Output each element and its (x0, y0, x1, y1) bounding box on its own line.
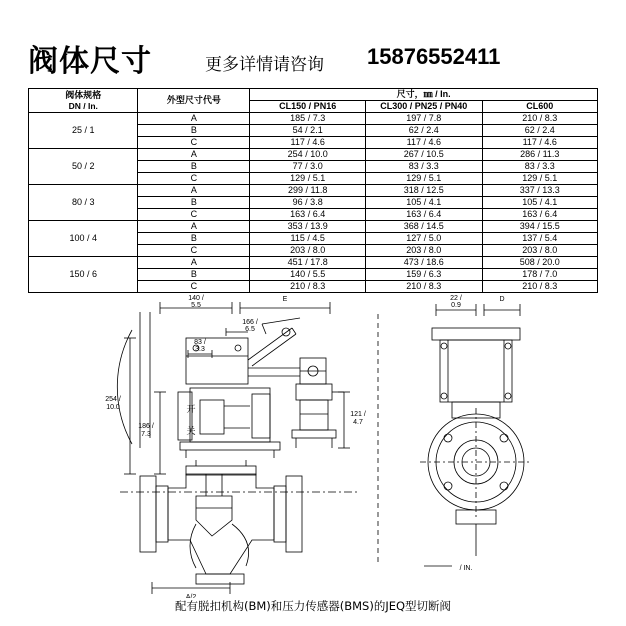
dim-22-label: 22 / (450, 295, 462, 302)
spec-table-container (28, 88, 598, 293)
cell-dimension-code: B (138, 125, 250, 137)
cell-cl300-value: 117 / 4.6 (366, 137, 482, 149)
cell-dimension-code: B (138, 197, 250, 209)
cell-cl600-value: 137 / 5.4 (482, 233, 598, 245)
valve-assembly-drawing (0, 288, 626, 598)
table-body (29, 113, 598, 293)
th-valve-spec (29, 89, 138, 113)
th-valve-spec-sub: DN / In. (68, 100, 98, 111)
dim-83-sub-label: 3.3 (195, 346, 205, 353)
cell-cl600-value: 286 / 11.3 (482, 149, 598, 161)
table-row (29, 221, 598, 233)
cell-cl600-value: 210 / 8.3 (482, 281, 598, 293)
cell-cl300-value: 163 / 6.4 (366, 209, 482, 221)
page-title: 阀体尺寸 (28, 44, 152, 79)
cell-cl150-value: 254 / 10.0 (250, 149, 366, 161)
cell-cl300-value: 159 / 6.3 (366, 269, 482, 281)
cell-dimension-code: C (138, 173, 250, 185)
cell-cl150-value: 451 / 17.8 (250, 257, 366, 269)
cell-cl600-value: 105 / 4.1 (482, 197, 598, 209)
dim-166-sub-label: 6.5 (245, 326, 255, 333)
document-header (0, 18, 626, 80)
cell-cl300-value: 318 / 12.5 (366, 185, 482, 197)
cell-cl300-value: 105 / 4.1 (366, 197, 482, 209)
cell-dimension-code: A (138, 221, 250, 233)
cell-cl300-value: 267 / 10.5 (366, 149, 482, 161)
table-header-row-1 (29, 89, 598, 101)
table-row (29, 185, 598, 197)
cell-dimension-code: B (138, 233, 250, 245)
dim-254-sub-label: 10.0 (106, 404, 120, 411)
th-cl600: CL600 (482, 101, 598, 113)
cell-cl300-value: 210 / 8.3 (366, 281, 482, 293)
cell-dimension-code: C (138, 209, 250, 221)
label-open: 开 (186, 404, 196, 414)
dim-in-label: / IN. (459, 565, 473, 572)
dim-D-label: D (499, 296, 505, 303)
cell-cl150-value: 140 / 5.5 (250, 269, 366, 281)
cell-cl150-value: 117 / 4.6 (250, 137, 366, 149)
cell-cl600-value: 337 / 13.3 (482, 185, 598, 197)
dim-140-label: 140 / (188, 295, 204, 302)
cell-cl600-value: 178 / 7.0 (482, 269, 598, 281)
cell-cl150-value: 163 / 6.4 (250, 209, 366, 221)
cell-cl150-value: 210 / 8.3 (250, 281, 366, 293)
cell-cl150-value: 77 / 3.0 (250, 161, 366, 173)
cell-cl150-value: 54 / 2.1 (250, 125, 366, 137)
cell-cl600-value: 508 / 20.0 (482, 257, 598, 269)
cell-cl150-value: 203 / 8.0 (250, 245, 366, 257)
dim-254-label: 254 / (105, 396, 121, 403)
cell-cl300-value: 129 / 5.1 (366, 173, 482, 185)
cell-cl600-value: 62 / 2.4 (482, 125, 598, 137)
th-dimension-group: 尺寸，㎜ / In. (250, 89, 598, 101)
dim-121-label: 121 / (350, 411, 366, 418)
cell-dimension-code: A (138, 257, 250, 269)
drawing-dimension-labels (105, 295, 504, 598)
cell-cl600-value: 117 / 4.6 (482, 137, 598, 149)
cell-cl150-value: 96 / 3.8 (250, 197, 366, 209)
cell-dimension-code: B (138, 161, 250, 173)
cell-cl300-value: 83 / 3.3 (366, 161, 482, 173)
th-cl300: CL300 / PN25 / PN40 (366, 101, 482, 113)
cell-dimension-code: C (138, 137, 250, 149)
dim-186-label: 186 / (138, 423, 154, 430)
table-row (29, 149, 598, 161)
cell-cl300-value: 62 / 2.4 (366, 125, 482, 137)
cell-cl600-value: 394 / 15.5 (482, 221, 598, 233)
cell-dimension-code: A (138, 113, 250, 125)
cell-cl600-value: 203 / 8.0 (482, 245, 598, 257)
dim-121-sub-label: 4.7 (353, 419, 363, 426)
cell-dimension-code: B (138, 269, 250, 281)
drawing-caption: 配有脱扣机构(BM)和压力传感器(BMS)的JEQ型切断阀 (174, 599, 452, 613)
cell-dimension-code: C (138, 245, 250, 257)
dim-166-label: 166 / (242, 319, 258, 326)
dim-22-sub-label: 0.9 (451, 302, 461, 309)
cell-dimension-code: C (138, 281, 250, 293)
cell-cl600-value: 129 / 5.1 (482, 173, 598, 185)
table-row (29, 257, 598, 269)
cell-valve-size: 150 / 6 (29, 257, 138, 293)
cell-cl600-value: 210 / 8.3 (482, 113, 598, 125)
header-subtitle: 更多详情请咨询 (205, 55, 324, 75)
cell-valve-size: 80 / 3 (29, 185, 138, 221)
th-cl150: CL150 / PN16 (250, 101, 366, 113)
cell-valve-size: 100 / 4 (29, 221, 138, 257)
cell-valve-size: 25 / 1 (29, 113, 138, 149)
table-row (29, 113, 598, 125)
dim-186-sub-label: 7.3 (141, 431, 151, 438)
contact-phone: 15876552411 (367, 44, 501, 69)
dim-E-label: E (282, 296, 288, 303)
th-dimension-code: 外型尺寸代号 (138, 89, 250, 113)
cell-cl150-value: 299 / 11.8 (250, 185, 366, 197)
dim-140-sub-label: 5.5 (191, 302, 201, 309)
th-valve-spec-main: 阀体规格 (65, 89, 102, 100)
cell-dimension-code: A (138, 185, 250, 197)
cell-cl150-value: 115 / 4.5 (250, 233, 366, 245)
cell-cl300-value: 127 / 5.0 (366, 233, 482, 245)
table-head (29, 89, 598, 113)
cell-dimension-code: A (138, 149, 250, 161)
cell-cl600-value: 163 / 6.4 (482, 209, 598, 221)
label-close: 关 (186, 426, 196, 436)
dim-a2-label: A/2 (185, 594, 197, 598)
cell-cl300-value: 368 / 14.5 (366, 221, 482, 233)
cell-cl600-value: 83 / 3.3 (482, 161, 598, 173)
valve-dimension-table (28, 88, 598, 293)
cell-cl150-value: 129 / 5.1 (250, 173, 366, 185)
cell-cl300-value: 203 / 8.0 (366, 245, 482, 257)
cell-valve-size: 50 / 2 (29, 149, 138, 185)
technical-drawing (0, 288, 626, 626)
cell-cl300-value: 197 / 7.8 (366, 113, 482, 125)
cell-cl150-value: 185 / 7.3 (250, 113, 366, 125)
dim-83-label: 83 / (194, 339, 206, 346)
cell-cl300-value: 473 / 18.6 (366, 257, 482, 269)
cell-cl150-value: 353 / 13.9 (250, 221, 366, 233)
